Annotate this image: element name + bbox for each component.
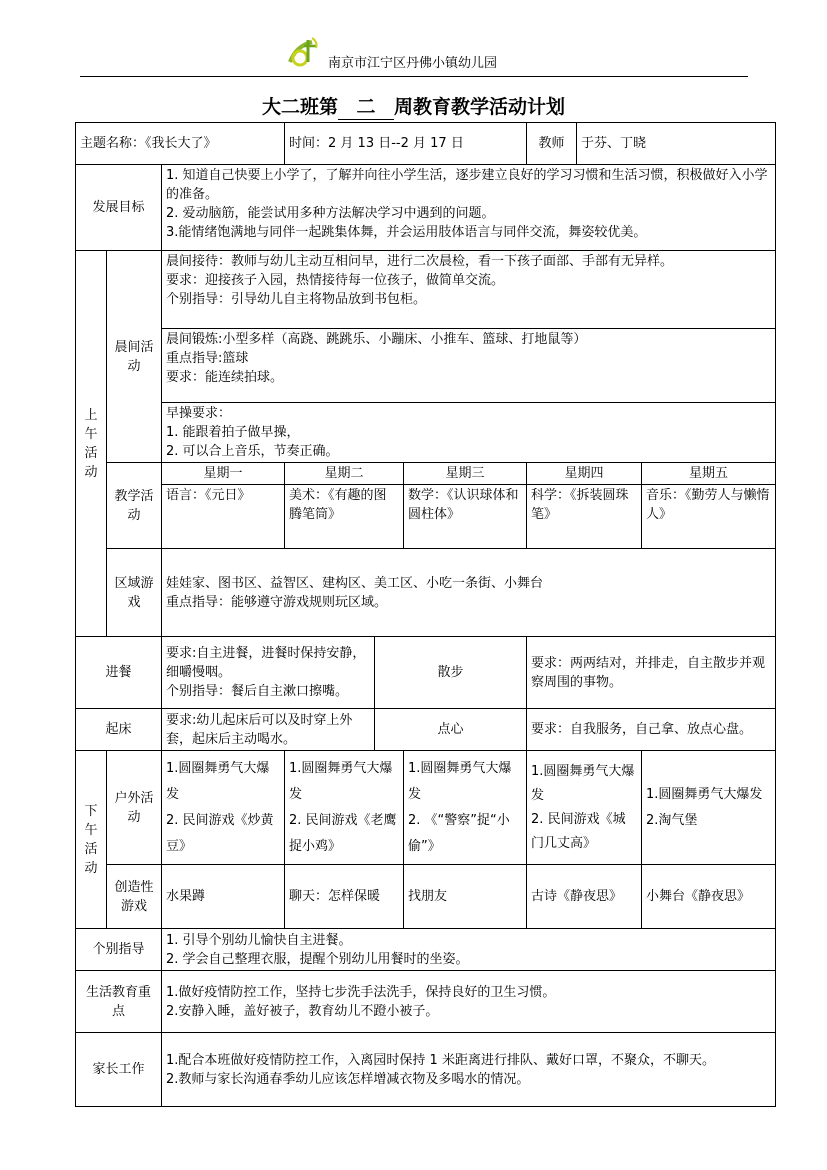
kindergarten-logo-icon [286, 36, 322, 70]
area-line: 娃娃家、图书区、益智区、建构区、美工区、小吃一条街、小舞台 [166, 575, 544, 591]
teaching-monday: 语言：《元日》 [162, 485, 285, 549]
teaching-friday: 音乐：《勤劳人与懒惰人》 [642, 485, 776, 549]
parents-label: 家长工作 [76, 1033, 162, 1107]
reception-line: 个别指导：引导幼儿自主将物品放到书包柜。 [166, 292, 427, 307]
individual-line: 1. 引导个别幼儿愉快自主进餐。 [166, 932, 352, 948]
exercise-line: 要求：能连续拍球。 [166, 370, 284, 385]
meal-content [162, 637, 375, 709]
reception-line: 晨间接待：教师与幼儿主动互相问早，进行二次晨检，看一下孩子面部、手部有无异样。 [166, 254, 674, 269]
day-header: 星期一 [162, 463, 285, 485]
goal-item: 3.能情绪饱满地与同伴一起跳集体舞，并会运用肢体语言与同伴交流，舞姿较优美。 [166, 225, 647, 240]
outdoor-friday [642, 751, 776, 865]
wake-label: 起床 [76, 709, 162, 751]
outdoor-line: 2. 民间游戏《炒黄豆》 [166, 812, 274, 854]
parents-line: 2.教师与家长沟通春季幼儿应该怎样增减衣物及多喝水的情况。 [166, 1071, 530, 1087]
walk-label: 散步 [375, 637, 527, 709]
outdoor-line: 1.圆圈舞勇气大爆发 [646, 786, 763, 802]
snack-content: 要求：自我服务，自己拿、放点心盘。 [527, 709, 776, 751]
life-line: 2.安静入睡，盖好被子，教育幼儿不蹬小被子。 [166, 1003, 439, 1019]
parents-content [162, 1033, 776, 1107]
area-label: 区域游戏 [107, 549, 162, 637]
outdoor-line: 1.圆圈舞勇气大爆发 [289, 760, 393, 802]
goals-content [162, 165, 776, 251]
day-header: 星期二 [285, 463, 404, 485]
drill-content [162, 403, 776, 463]
creative-friday: 小舞台《静夜思》 [642, 865, 776, 929]
outdoor-monday [162, 751, 285, 865]
outdoor-line: 1.圆圈舞勇气大爆发 [531, 763, 635, 803]
life-label: 生活教育重 点 [76, 971, 162, 1033]
meal-label: 进餐 [76, 637, 162, 709]
outdoor-line: 1.圆圈舞勇气大爆发 [408, 760, 512, 802]
outdoor-line: 2. 民间游戏《城门几丈高》 [531, 811, 626, 851]
parents-line: 1.配合本班做好疫情防控工作，入离园时保持 1 米距离进行排队、戴好口罩，不聚众，不聊天。 [166, 1052, 715, 1068]
title-week: 二 [338, 92, 394, 120]
reception-line: 要求：迎接孩子入园，热情接待每一位孩子，做简单交流。 [166, 273, 505, 288]
outdoor-line: 2.淘气堡 [646, 812, 698, 828]
outdoor-wednesday [404, 751, 527, 865]
morning-label: 上午活动 [76, 251, 107, 637]
life-content [162, 971, 776, 1033]
area-line: 重点指导：能够遵守游戏规则玩区域。 [166, 594, 388, 610]
drill-line: 2. 可以合上音乐，节奏正确。 [166, 444, 339, 459]
individual-content [162, 929, 776, 971]
exercise-content [162, 329, 776, 403]
afternoon-label: 下午活动 [76, 751, 107, 929]
goal-item: 1. 知道自己快要上小学了，了解并向往小学生活，逐步建立良好的学习习惯和生活习惯，积极做好入小学的准备。 [166, 168, 768, 202]
creative-tuesday: 聊天：怎样保暖 [285, 865, 404, 929]
individual-line: 2. 学会自己整理衣服，提醒个别幼儿用餐时的坐姿。 [166, 951, 469, 967]
individual-label: 个别指导 [76, 929, 162, 971]
teacher-label: 教师 [527, 123, 577, 165]
creative-label: 创造性游戏 [107, 865, 162, 929]
morning-activity-label: 晨间活动 [107, 251, 162, 463]
teacher-value: 于芬、丁晓 [577, 123, 776, 165]
reception-content [162, 251, 776, 329]
area-content [162, 549, 776, 637]
page-title [0, 92, 827, 120]
outdoor-tuesday [285, 751, 404, 865]
day-header: 星期三 [404, 463, 527, 485]
exercise-line: 重点指导:篮球 [166, 351, 249, 366]
teaching-tuesday: 美术：《有趣的图腾笔筒》 [285, 485, 404, 549]
day-header: 星期五 [642, 463, 776, 485]
teaching-thursday: 科学：《拆装圆珠笔》 [527, 485, 642, 549]
time-cell: 时间：2 月 13 日--2 月 17 日 [285, 123, 527, 165]
meal-line: 个别指导：餐后自主漱口擦嘴。 [166, 684, 349, 699]
drill-line: 早操要求： [166, 406, 232, 421]
wake-content: 要求:幼儿起床后可以及时穿上外套，起床后主动喝水。 [162, 709, 375, 751]
title-prefix: 大二班第 [261, 96, 338, 118]
weekly-plan-table [75, 122, 776, 1107]
exercise-line: 晨间锻炼:小型多样（高跷、跳跳乐、小蹦床、小推车、篮球、打地鼠等） [166, 332, 587, 347]
goal-item: 2. 爱动脑筋，能尝试用多种方法解决学习中遇到的问题。 [166, 206, 495, 221]
drill-line: 1. 能跟着拍子做早操， [166, 425, 300, 440]
teaching-label: 教学活动 [107, 463, 162, 549]
meal-line: 要求:自主进餐，进餐时保持安静，细嚼慢咽。 [166, 646, 366, 680]
snack-label: 点心 [375, 709, 527, 751]
life-line: 1.做好疫情防控工作，坚持七步洗手法洗手，保持良好的卫生习惯。 [166, 984, 556, 1000]
outdoor-line: 1.圆圈舞勇气大爆发 [166, 760, 270, 802]
outdoor-thursday [527, 751, 642, 865]
creative-wednesday: 找朋友 [404, 865, 527, 929]
outdoor-line: 2. 民间游戏《老鹰捉小鸡》 [289, 812, 397, 854]
day-header: 星期四 [527, 463, 642, 485]
teaching-wednesday: 数学：《认识球体和圆柱体》 [404, 485, 527, 549]
page-header [80, 36, 748, 77]
goals-label: 发展目标 [76, 165, 162, 251]
walk-content: 要求：两两结对，并排走，自主散步并观察周围的事物。 [527, 637, 776, 709]
school-name: 南京市江宁区丹佛小镇幼儿园 [328, 56, 498, 71]
outdoor-line: 2. 《“警察”捉“小偷”》 [408, 812, 510, 854]
creative-monday: 水果蹲 [162, 865, 285, 929]
title-suffix: 周教育教学活动计划 [394, 96, 566, 118]
creative-thursday: 古诗《静夜思》 [527, 865, 642, 929]
theme-cell: 主题名称：《我长大了》 [76, 123, 285, 165]
outdoor-label: 户外活动 [107, 751, 162, 865]
